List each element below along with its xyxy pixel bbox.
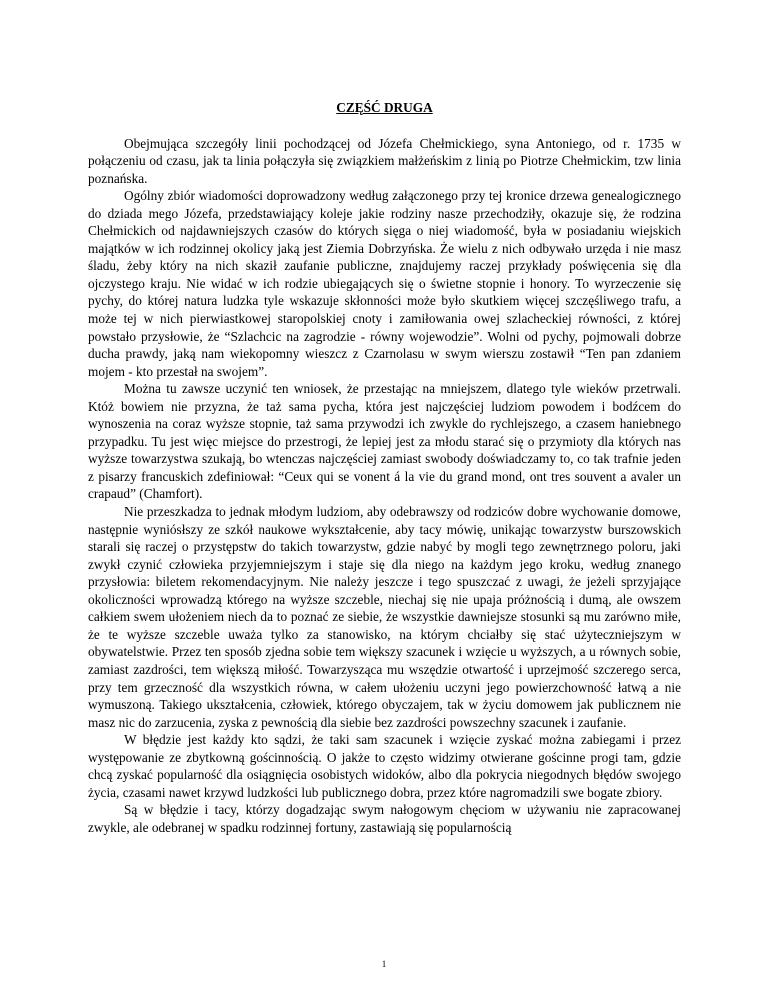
paragraph-hospitality: W błędzie jest każdy kto sądzi, że taki sam szacunek i wzięcie zyskać można zabiegami i przez występowanie ze zbytkowną gościnnością. O jakże to często widzimy otwierane gościnne progi tam, gdzie chcą zyskać popularność dla osiągnięcia osobistych widoków, albo dla pokrycia niegodnych błędów swojego życia, czasami nawet krzywd ludzkości lub publicznego dobra, przez które nagromadzili swe bogate zbiory. — [88, 732, 681, 800]
document-page — [88, 99, 681, 836]
paragraph-intro: Obejmująca szczegóły linii pochodzącej od Józefa Chełmickiego, syna Antoniego, od r. 1735 w połączeniu od czasu, jak ta linia połączyła się związkiem małżeńskim z linią po Piotrze Chełmickim, tzw linia poznańska. — [88, 135, 681, 186]
paragraph-conclusion: Można tu zawsze uczynić ten wniosek, że przestając na mniejszem, dlatego tyle wieków przetrwali. Któż bowiem nie przyzna, że taż sama pycha, która jest najczęściej ludziom powodem i bodźcem do wynoszenia na coraz wyższe stopnie, taż sama przywodzi ich zwykle do rychlejszego, a czasem haniebnego przypadku. Tu jest więc miejsce do przestrogi, że lepiej jest za młodu starać się o przymioty dla których nas wyższe towarzystwa szukają, bo wtenczas najczęściej zamiast swobody doświadczamy to, co tak trafnie jeden z pisarzy francuskich zdefiniował: “Ceux qui se vonent á la vie du grand mond, ont tres souvent a avaler un crapaud” (Chamfort). — [88, 381, 681, 502]
paragraph-fortune: Są w błędzie i tacy, którzy dogadzając swym nałogowym chęciom w używaniu nie zapracowanej zwykle, ale odebranej w spadku rodzinnej fortuny, zastawiają się popularnością — [88, 802, 681, 835]
paragraph-genealogy: Ogólny zbiór wiadomości doprowadzony według załączonego przy tej kronice drzewa genealogicznego do dziada mego Józefa, przedstawiający koleje jakie rodziny nasze przechodziły, okazuje się, że rodzina Chełmickich od najdawniejszych czasów do których sięga o niej wiadomość, była w posiadaniu wiejskich majątków w ich rodzinnej okolicy jaką jest Ziemia Dobrzyńska. Że wielu z nich odbywało urzęda i nie masz śladu, żeby który na nich skaził zaufanie publiczne, znajdujemy raczej przykłady poświęcenia się dla ojczystego kraju. Nie widać w ich rodzie ubiegających się o świetne stopnie i honory. To wyrzeczenie się pychy, do której natura ludzka tyle wskazuje skłonności może było skutkiem więcej szczęśliwego trafu, a może tej w nich pierwiastkowej staropolskiej cnoty i zamiłowania owej szlacheckiej równości, z której powstało przysłowie, że “Szlachcic na zagrodzie - równy wojewodzie”. Wolni od pychy, pojmowali dobrze ducha prawdy, jaką nam wiekopomny wieszcz z Czarnolasu w swym wierszu zostawił “Ten pan zdaniem mojem - kto przestał na swojem”. — [88, 188, 681, 379]
paragraph-upbringing: Nie przeszkadza to jednak młodym ludziom, aby odebrawszy od rodziców dobre wychowanie domowe, następnie wyniósłszy ze szkół naukowe wykształcenie, aby tacy mówię, unikając towarzystw burszowskich starali się raczej o przystępstw do takich towarzystw, gdzie nabyć by mogli tego zewnętrznego poloru, jaki zwykł czynić człowieka przyjemniejszym i staje się dla niego na każdym jego kroku, według znanego przysłowia: biletem rekomendacyjnym. Nie należy jeszcze i tego spuszczać z uwagi, że jeżeli sprzyjające okoliczności wprowadzą którego na wyższe szczeble, niechaj się nie upaja próżnością i dumą, ale owszem całkiem swem ułożeniem niech da to poznać ze siebie, że wszystkie dawniejsze stosunki są mu zarówno miłe, że te wyższe szczeble uważa tylko za stanowisko, na którym chciałby się stać użyteczniejszym w obywatelstwie. Przez ten sposób zjedna sobie tem większy szacunek i wzięcie u wyższych, a u równych sobie, zamiast zazdrości, tem większą miłość. Towarzysząca mu wszędzie otwartość i uprzejmość szczerego serca, przy tem grzeczność dla wszystkich równa, w całem ułożeniu uczyni jego powierzchowność łatwą a nie wymuszoną. Takiego ukształcenia, człowiek, którego obyczajem, tak w życiu domowem jak publicznem nie masz nic do zarzucenia, zyska z pewnością dla siebie bez zazdrości powszechny szacunek i zaufanie. — [88, 504, 681, 730]
section-heading: CZĘŚĆ DRUGA — [336, 100, 433, 115]
page-number: 1 — [381, 959, 387, 969]
